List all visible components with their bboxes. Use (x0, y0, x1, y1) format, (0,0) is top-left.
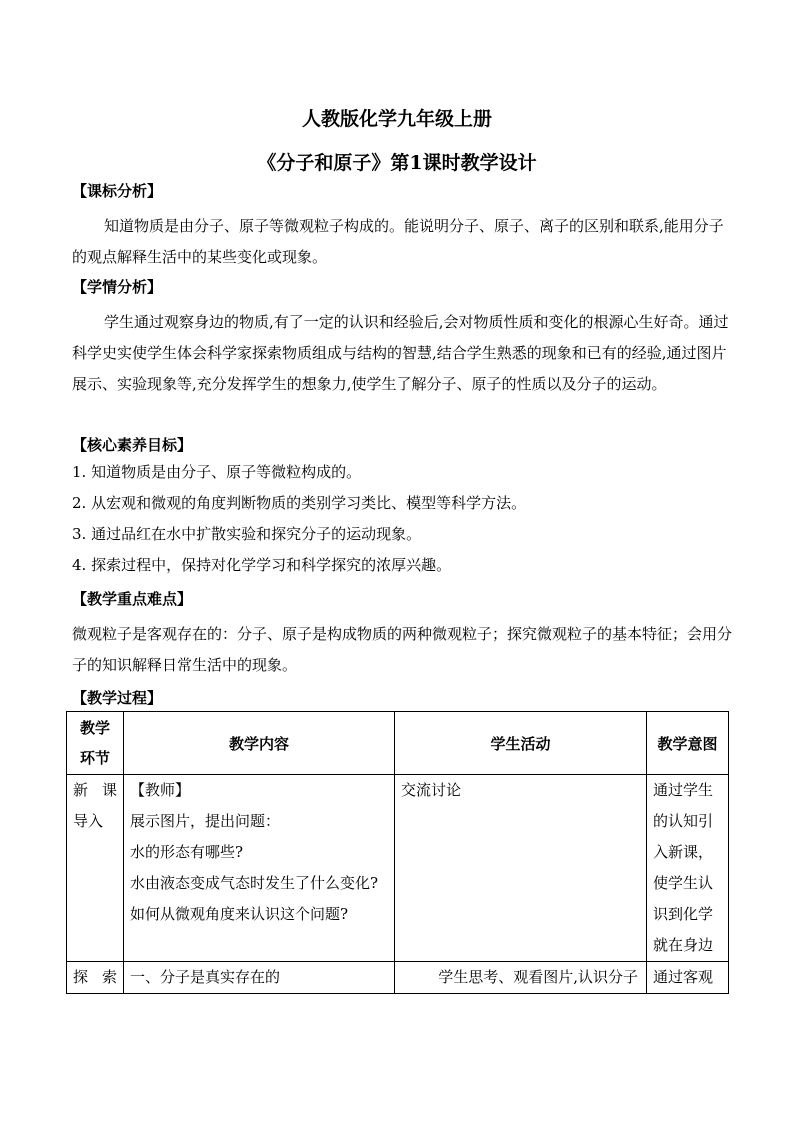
heading-goals: 【核心素养目标】 (72, 436, 193, 454)
stage-cell: 新 课 导入 (67, 775, 124, 962)
heading-curriculum: 【课标分析】 (72, 182, 163, 200)
activity-cell: 学生思考、观看图片,认识分子 (395, 962, 647, 994)
document-subtitle: 《分子和原子》第1课时教学设计 (257, 152, 537, 174)
intent-cell: 通过客观 (647, 962, 729, 994)
goal-item: 1. 知道物质是由分子、原子等微粒构成的。 (72, 463, 362, 481)
header-intent: 教学意图 (647, 712, 729, 775)
header-stage: 教学 环节 (67, 712, 124, 775)
goals-list (72, 457, 732, 581)
heading-process: 【教学过程】 (72, 689, 163, 707)
students-text: 学生通过观察身边的物质,有了一定的认识和经验后,会对物质性质和变化的根源心生好奇。通过科学史实使学生体会科学家探索物质组成与结构的智慧,结合学生熟悉的现象和已有的经验,通过图片展示、实验现象等,充分发挥学生的想象力,使学生了解分子、原子的性质以及分子的运动。 (72, 313, 729, 393)
key-points-text: 微观粒子是客观存在的：分子、原子是构成物质的两种微观粒子；探究微观粒子的基本特征；会用分子的知识解释日常生活中的现象。 (72, 625, 733, 674)
header-activity: 学生活动 (395, 712, 647, 775)
document-title: 人教版化学九年级上册 (301, 108, 492, 130)
content-cell: 【教师】 展示图片，提出问题： 水的形态有哪些? 水由液态变成气态时发生了什么变化? 如何从微观角度来认识这个问题? (124, 775, 395, 962)
stage-cell: 探 索 (67, 962, 124, 994)
table-row (67, 775, 729, 962)
table-header-row (67, 712, 729, 775)
activity-cell: 交流讨论 (395, 775, 647, 962)
content-cell: 一、分子是真实存在的 (124, 962, 395, 994)
goal-item: 3. 通过品红在水中扩散实验和探究分子的运动现象。 (72, 525, 422, 543)
intent-cell: 通过学生 的认知引 入新课， 使学生认 识到化学 就在身边 (647, 775, 729, 962)
table-row (67, 962, 729, 994)
teaching-process-table (66, 711, 729, 994)
goal-item: 4. 探索过程中，保持对化学学习和科学探究的浓厚兴趣。 (72, 556, 452, 574)
goal-item: 2. 从宏观和微观的角度判断物质的类别学习类比、模型等科学方法。 (72, 494, 527, 512)
header-content: 教学内容 (124, 712, 395, 775)
curriculum-text: 知道物质是由分子、原子等微观粒子构成的。能说明分子、原子、离子的区别和联系,能用分子的观点解释生活中的某些变化或现象。 (72, 217, 724, 266)
heading-students: 【学情分析】 (72, 278, 163, 296)
heading-key-points: 【教学重点难点】 (72, 590, 193, 608)
